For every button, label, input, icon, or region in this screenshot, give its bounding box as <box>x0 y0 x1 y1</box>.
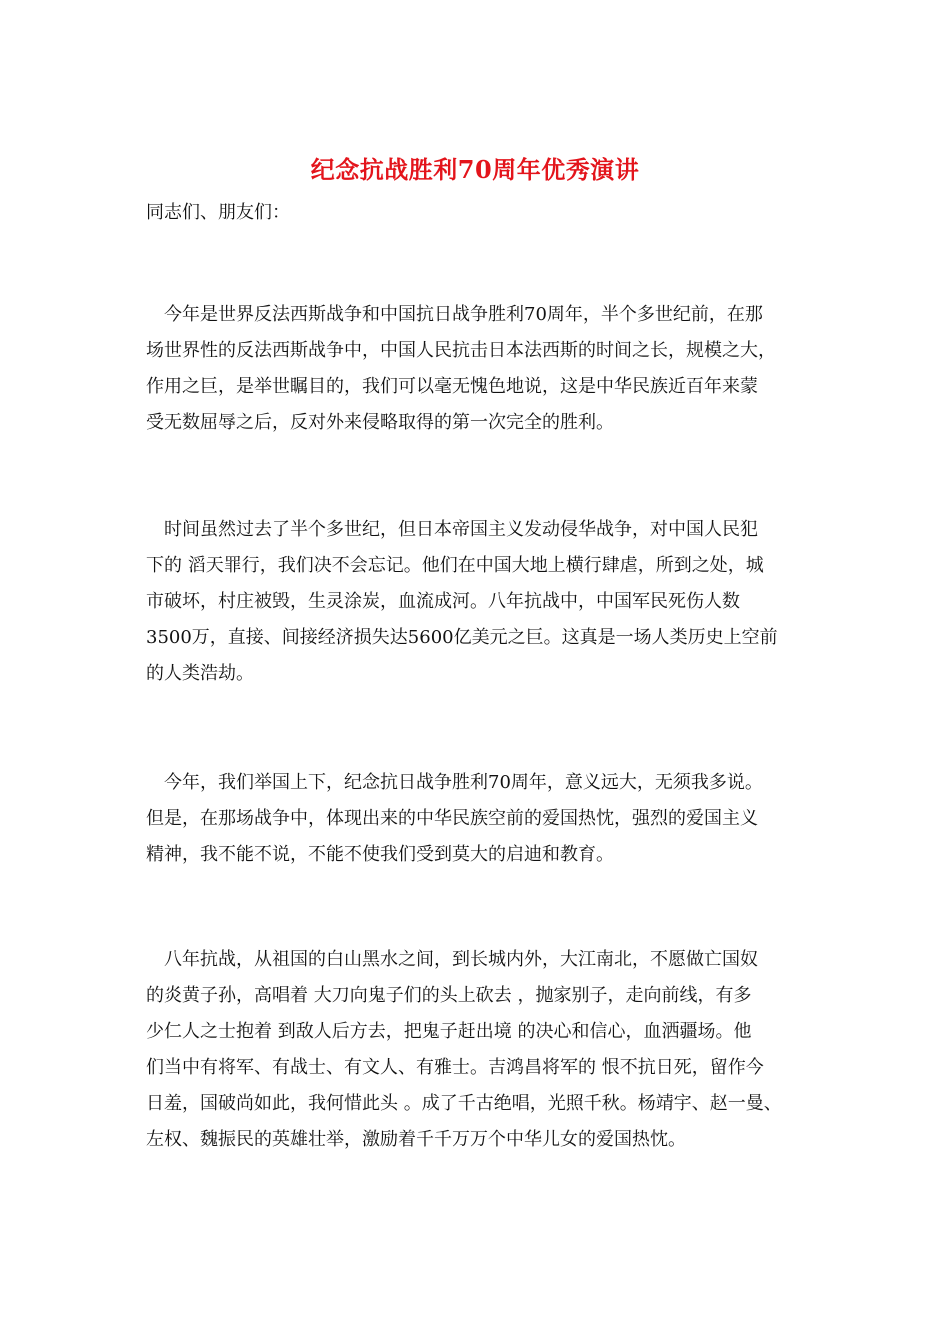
paragraph-line: 们当中有将军、有战士、有文人、有雅士。吉鸿昌将军的 恨不抗日死，留作今 <box>146 1057 764 1078</box>
paragraph-2 <box>146 512 836 692</box>
paragraph-line: 下的 滔天罪行，我们决不会忘记。他们在中国大地上横行肆虐，所到之处，城 <box>146 555 764 576</box>
paragraph-line: 少仁人之士抱着 到敌人后方去，把鬼子赶出境 的决心和信心，血洒疆场。他 <box>146 1021 752 1042</box>
paragraph-line: 日羞，国破尚如此，我何惜此头 。成了千古绝唱，光照千秋。杨靖宇、赵一曼、 <box>146 1093 782 1114</box>
paragraph-4 <box>146 942 836 1158</box>
paragraph-line: 3500万，直接、间接经济损失达5600亿美元之巨。这真是一场人类历史上空前 <box>146 627 778 648</box>
paragraph-line: 受无数屈辱之后，反对外来侵略取得的第一次完全的胜利。 <box>146 412 614 433</box>
paragraph-line: 今年是世界反法西斯战争和中国抗日战争胜利70周年，半个多世纪前，在那 <box>164 304 763 325</box>
salutation: 同志们、朋友们： <box>146 202 290 223</box>
paragraph-line: 八年抗战，从祖国的白山黑水之间，到长城内外，大江南北，不愿做亡国奴 <box>164 949 758 970</box>
paragraph-line: 精神，我不能不说，不能不使我们受到莫大的启迪和教育。 <box>146 844 614 865</box>
paragraph-line: 市破坏，村庄被毁，生灵涂炭，血流成河。八年抗战中，中国军民死伤人数 <box>146 591 740 612</box>
paragraph-3 <box>146 765 836 873</box>
paragraph-line: 的人类浩劫。 <box>146 663 254 684</box>
paragraph-line: 场世界性的反法西斯战争中，中国人民抗击日本法西斯的时间之长，规模之大， <box>146 340 776 361</box>
paragraph-line: 左权、魏振民的英雄壮举，激励着千千万万个中华儿女的爱国热忱。 <box>146 1129 686 1150</box>
paragraph-line: 时间虽然过去了半个多世纪，但日本帝国主义发动侵华战争，对中国人民犯 <box>164 519 758 540</box>
document-title: 纪念抗战胜利70周年优秀演讲 <box>310 155 640 184</box>
paragraph-line: 的炎黄子孙，高唱着 大刀向鬼子们的头上砍去 ，抛家别子，走向前线，有多 <box>146 985 752 1006</box>
paragraph-line: 作用之巨，是举世瞩目的，我们可以毫无愧色地说，这是中华民族近百年来蒙 <box>146 376 758 397</box>
paragraph-line: 但是，在那场战争中，体现出来的中华民族空前的爱国热忱，强烈的爱国主义 <box>146 808 758 829</box>
paragraph-1 <box>146 297 836 441</box>
paragraph-line: 今年，我们举国上下，纪念抗日战争胜利70周年，意义远大，无须我多说。 <box>164 772 763 793</box>
